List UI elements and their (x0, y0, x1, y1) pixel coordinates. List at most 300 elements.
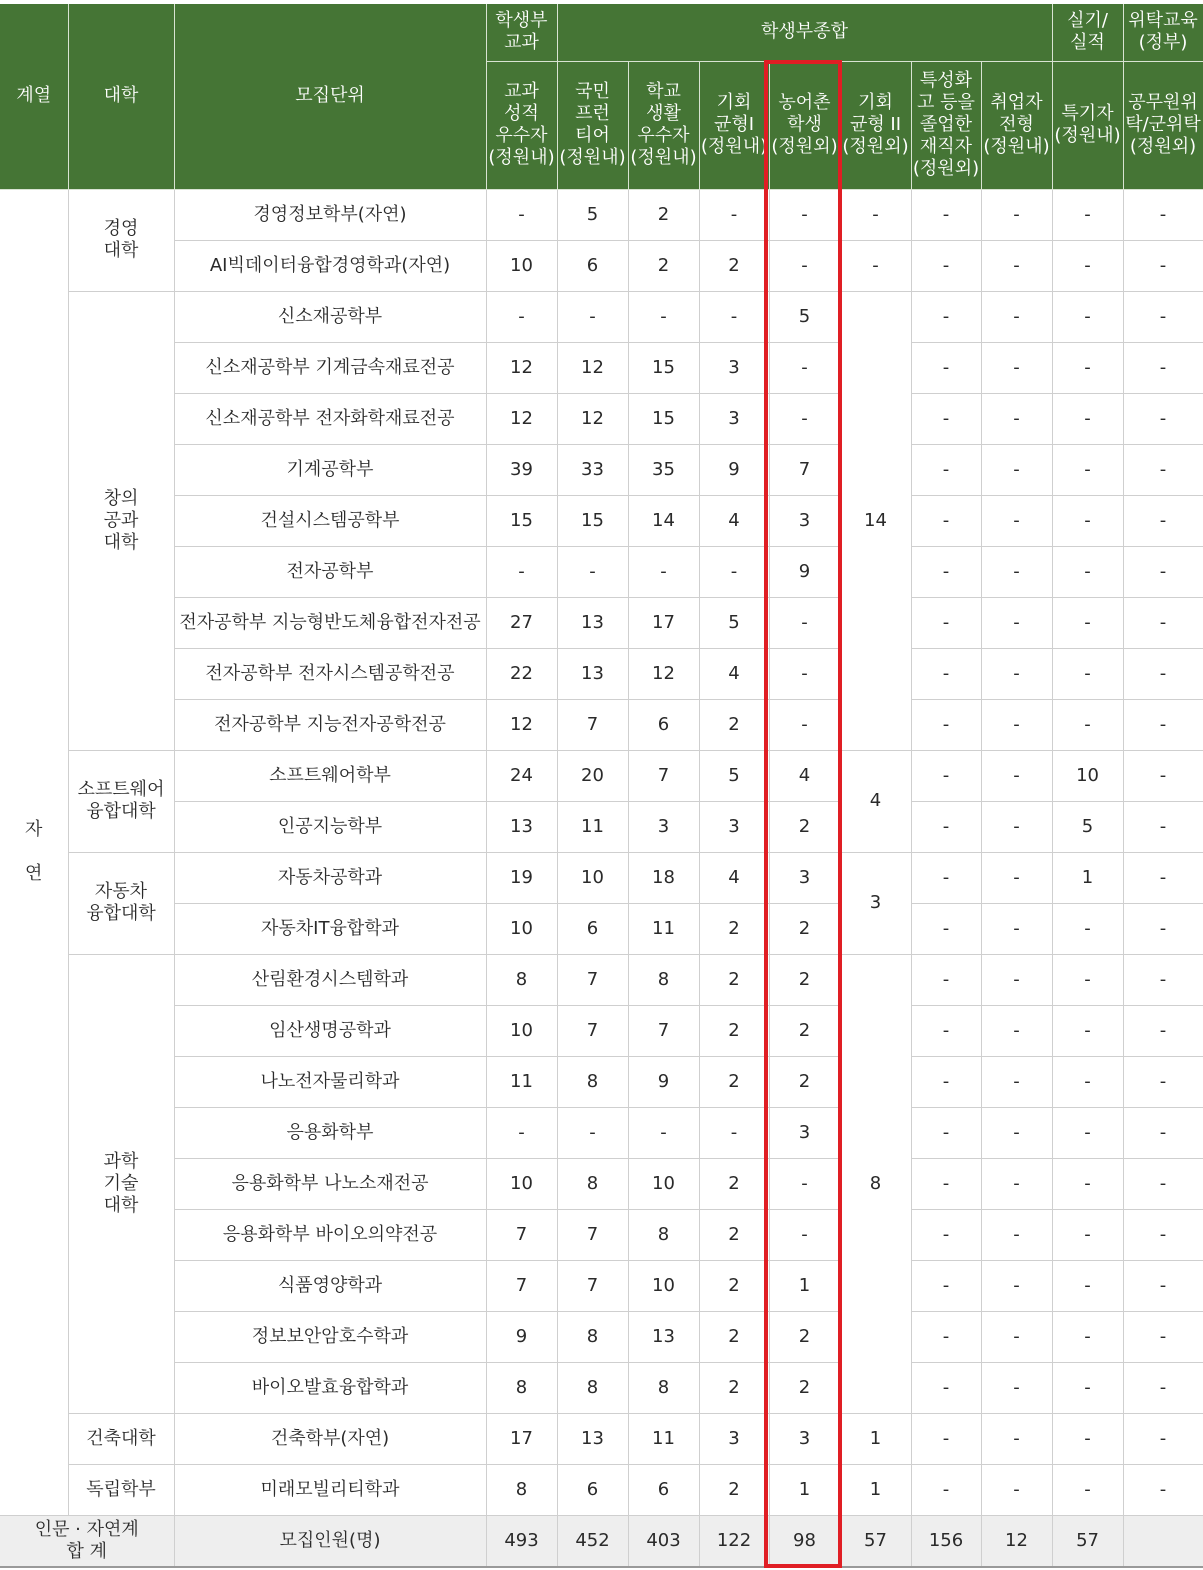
value-cell: - (1123, 1107, 1203, 1158)
value-cell: 8 (557, 1158, 628, 1209)
merged-value-cell: 8 (840, 954, 911, 1413)
college-cell: 창의 공과 대학 (68, 291, 174, 750)
value-cell: - (981, 1209, 1052, 1260)
value-cell: 18 (628, 852, 699, 903)
value-cell: - (911, 1056, 981, 1107)
unit-name-cell: 기계공학부 (174, 444, 486, 495)
value-cell: - (911, 699, 981, 750)
value-cell: - (1123, 801, 1203, 852)
value-cell: - (911, 1464, 981, 1515)
table-row (0, 291, 1203, 342)
header-sub-specialized-workers: 특성화 고 등을 졸업한 재직자 (정원외) (911, 61, 981, 189)
value-cell: - (981, 546, 1052, 597)
header-group-witak: 위탁교육 (정부) (1123, 4, 1203, 61)
value-cell: - (981, 444, 1052, 495)
value-cell: - (557, 546, 628, 597)
series-cell: 자 연 (0, 189, 68, 1515)
value-cell: - (486, 189, 557, 240)
table-body (0, 189, 1203, 1567)
value-cell: 5 (1052, 801, 1123, 852)
value-cell: 9 (628, 1056, 699, 1107)
value-cell: - (911, 1005, 981, 1056)
table-row (0, 1005, 1203, 1056)
value-cell: - (1123, 1005, 1203, 1056)
value-cell: 4 (699, 648, 769, 699)
college-cell: 과학 기술 대학 (68, 954, 174, 1413)
value-cell: - (769, 189, 840, 240)
value-cell: 6 (557, 240, 628, 291)
table-row (0, 1464, 1203, 1515)
college-cell: 독립학부 (68, 1464, 174, 1515)
value-cell: 11 (486, 1056, 557, 1107)
total-value-cell: 57 (1052, 1515, 1123, 1567)
total-value-cell: 122 (699, 1515, 769, 1567)
value-cell: 13 (557, 597, 628, 648)
value-cell: 19 (486, 852, 557, 903)
value-cell: - (769, 648, 840, 699)
value-cell: - (1123, 291, 1203, 342)
value-cell: 20 (557, 750, 628, 801)
value-cell: - (1123, 240, 1203, 291)
value-cell: 2 (699, 1005, 769, 1056)
value-cell: - (1052, 1158, 1123, 1209)
value-cell: - (1123, 1464, 1203, 1515)
value-cell: - (1123, 393, 1203, 444)
value-cell: - (1123, 1413, 1203, 1464)
value-cell: 2 (699, 903, 769, 954)
table-row (0, 648, 1203, 699)
value-cell: 2 (699, 1464, 769, 1515)
value-cell: - (1123, 495, 1203, 546)
value-cell: - (911, 801, 981, 852)
value-cell: 1 (769, 1260, 840, 1311)
value-cell: 2 (628, 189, 699, 240)
value-cell: - (1052, 597, 1123, 648)
value-cell: - (1123, 1056, 1203, 1107)
value-cell: - (911, 954, 981, 1005)
value-cell: - (981, 1158, 1052, 1209)
value-cell: - (981, 801, 1052, 852)
unit-name-cell: 미래모빌리티학과 (174, 1464, 486, 1515)
value-cell: - (486, 1107, 557, 1158)
value-cell: 12 (486, 393, 557, 444)
value-cell: 2 (769, 1362, 840, 1413)
value-cell: - (769, 597, 840, 648)
value-cell: 10 (486, 903, 557, 954)
value-cell: 8 (628, 1362, 699, 1413)
value-cell: - (769, 240, 840, 291)
total-value-cell: 452 (557, 1515, 628, 1567)
value-cell: - (628, 1107, 699, 1158)
value-cell: - (981, 699, 1052, 750)
value-cell: - (981, 954, 1052, 1005)
unit-name-cell: 식품영양학과 (174, 1260, 486, 1311)
value-cell: - (769, 342, 840, 393)
value-cell: 8 (486, 1464, 557, 1515)
value-cell: - (1123, 648, 1203, 699)
value-cell: - (981, 1311, 1052, 1362)
value-cell: 3 (769, 495, 840, 546)
value-cell: 12 (557, 393, 628, 444)
value-cell: - (911, 1158, 981, 1209)
value-cell: 2 (769, 801, 840, 852)
value-cell: 2 (699, 699, 769, 750)
value-cell: 2 (699, 1209, 769, 1260)
unit-name-cell: 전자공학부 (174, 546, 486, 597)
header-unit: 모집단위 (174, 4, 486, 189)
value-cell: - (981, 750, 1052, 801)
value-cell: 39 (486, 444, 557, 495)
value-cell: - (1123, 852, 1203, 903)
header-sub-employed: 취업자 전형 (정원내) (981, 61, 1052, 189)
value-cell: - (1052, 291, 1123, 342)
table-row (0, 852, 1203, 903)
unit-name-cell: 응용화학부 바이오의약전공 (174, 1209, 486, 1260)
header-sub-school-life: 학교 생활 우수자 (정원내) (628, 61, 699, 189)
value-cell: 6 (557, 1464, 628, 1515)
value-cell: 1 (1052, 852, 1123, 903)
value-cell: - (981, 1362, 1052, 1413)
value-cell: 2 (769, 1311, 840, 1362)
value-cell: - (911, 189, 981, 240)
header-college: 대학 (68, 4, 174, 189)
value-cell: 10 (486, 1005, 557, 1056)
unit-name-cell: 산림환경시스템학과 (174, 954, 486, 1005)
value-cell: - (1123, 597, 1203, 648)
college-cell: 건축대학 (68, 1413, 174, 1464)
value-cell: - (699, 1107, 769, 1158)
value-cell: 12 (628, 648, 699, 699)
table-row (0, 903, 1203, 954)
header-group-jonghap: 학생부종합 (557, 4, 1052, 61)
value-cell: - (1123, 903, 1203, 954)
total-row (0, 1515, 1203, 1567)
value-cell: - (911, 546, 981, 597)
value-cell: 15 (628, 393, 699, 444)
value-cell: 7 (557, 1005, 628, 1056)
college-cell: 소프트웨어 융합대학 (68, 750, 174, 852)
value-cell: - (981, 1005, 1052, 1056)
value-cell: - (628, 546, 699, 597)
value-cell: 17 (486, 1413, 557, 1464)
value-cell: - (911, 342, 981, 393)
header-sub-kookmin-frontier: 국민 프런 티어 (정원내) (557, 61, 628, 189)
table-row (0, 1413, 1203, 1464)
value-cell: - (1123, 1158, 1203, 1209)
value-cell: - (981, 1056, 1052, 1107)
merged-value-cell: 14 (840, 291, 911, 750)
value-cell: - (1123, 1209, 1203, 1260)
value-cell: 2 (699, 1362, 769, 1413)
unit-name-cell: 경영정보학부(자연) (174, 189, 486, 240)
value-cell: - (486, 546, 557, 597)
value-cell: 9 (699, 444, 769, 495)
value-cell: - (1123, 342, 1203, 393)
value-cell: 2 (628, 240, 699, 291)
header-sub-opportunity-2: 기회 균형 II (정원외) (840, 61, 911, 189)
value-cell: - (1052, 1464, 1123, 1515)
value-cell: 8 (628, 1209, 699, 1260)
value-cell: - (1123, 189, 1203, 240)
college-cell: 자동차 융합대학 (68, 852, 174, 954)
value-cell: 8 (486, 954, 557, 1005)
unit-name-cell: 건축학부(자연) (174, 1413, 486, 1464)
value-cell: - (1052, 444, 1123, 495)
value-cell: 5 (557, 189, 628, 240)
value-cell: - (1052, 495, 1123, 546)
value-cell: - (557, 291, 628, 342)
value-cell: - (486, 291, 557, 342)
value-cell: 7 (557, 954, 628, 1005)
value-cell: - (981, 1464, 1052, 1515)
value-cell: 7 (557, 1209, 628, 1260)
table-row (0, 240, 1203, 291)
value-cell: - (911, 1362, 981, 1413)
total-unit-cell: 모집인원(명) (174, 1515, 486, 1567)
value-cell: 4 (769, 750, 840, 801)
value-cell: - (911, 495, 981, 546)
value-cell: - (981, 342, 1052, 393)
value-cell: 15 (628, 342, 699, 393)
value-cell: - (1052, 189, 1123, 240)
value-cell: - (1052, 240, 1123, 291)
value-cell: 1 (840, 1464, 911, 1515)
value-cell: 5 (699, 750, 769, 801)
value-cell: - (1052, 648, 1123, 699)
value-cell: 17 (628, 597, 699, 648)
value-cell: 2 (699, 954, 769, 1005)
value-cell: - (1123, 699, 1203, 750)
table-row (0, 954, 1203, 1005)
table-row (0, 801, 1203, 852)
value-cell: 3 (699, 801, 769, 852)
table-row (0, 393, 1203, 444)
value-cell: - (699, 291, 769, 342)
value-cell: - (1052, 1260, 1123, 1311)
unit-name-cell: 인공지능학부 (174, 801, 486, 852)
value-cell: 1 (769, 1464, 840, 1515)
header-sub-talent: 특기자 (정원내) (1052, 61, 1123, 189)
value-cell: 6 (628, 1464, 699, 1515)
total-value-cell: 57 (840, 1515, 911, 1567)
value-cell: 7 (557, 1260, 628, 1311)
value-cell: - (911, 1107, 981, 1158)
value-cell: 2 (769, 1056, 840, 1107)
value-cell: - (1052, 1413, 1123, 1464)
value-cell: 2 (699, 1311, 769, 1362)
value-cell: 15 (557, 495, 628, 546)
value-cell: 2 (769, 1005, 840, 1056)
unit-name-cell: 정보보안암호수학과 (174, 1311, 486, 1362)
value-cell: - (769, 393, 840, 444)
value-cell: - (1123, 750, 1203, 801)
header-series: 계열 (0, 4, 68, 189)
value-cell: 11 (628, 1413, 699, 1464)
table-row (0, 546, 1203, 597)
value-cell: 6 (557, 903, 628, 954)
value-cell: - (1123, 1362, 1203, 1413)
value-cell: - (981, 189, 1052, 240)
value-cell: - (911, 1311, 981, 1362)
table-row (0, 750, 1203, 801)
table-row (0, 699, 1203, 750)
value-cell: - (911, 1413, 981, 1464)
total-value-cell: 98 (769, 1515, 840, 1567)
value-cell: 3 (769, 852, 840, 903)
value-cell: - (1052, 1005, 1123, 1056)
value-cell: 8 (628, 954, 699, 1005)
value-cell: 12 (557, 342, 628, 393)
value-cell: - (699, 546, 769, 597)
unit-name-cell: 신소재공학부 (174, 291, 486, 342)
value-cell: - (1052, 903, 1123, 954)
header-sub-entrusted: 공무원위 탁/군위탁 (정원외) (1123, 61, 1203, 189)
value-cell: - (699, 189, 769, 240)
value-cell: 10 (557, 852, 628, 903)
unit-name-cell: 자동차공학과 (174, 852, 486, 903)
value-cell: - (981, 903, 1052, 954)
unit-name-cell: 전자공학부 지능형반도체융합전자전공 (174, 597, 486, 648)
value-cell: 2 (769, 903, 840, 954)
unit-name-cell: 바이오발효융합학과 (174, 1362, 486, 1413)
unit-name-cell: 전자공학부 지능전자공학전공 (174, 699, 486, 750)
value-cell: - (840, 189, 911, 240)
value-cell: 12 (486, 342, 557, 393)
value-cell: 4 (699, 852, 769, 903)
value-cell: - (840, 240, 911, 291)
unit-name-cell: 나노전자물리학과 (174, 1056, 486, 1107)
value-cell: 8 (557, 1056, 628, 1107)
value-cell: 7 (557, 699, 628, 750)
header-sub-rural-students: 농어촌 학생 (정원외) (769, 61, 840, 189)
value-cell: 13 (557, 1413, 628, 1464)
value-cell: 14 (628, 495, 699, 546)
value-cell: 9 (486, 1311, 557, 1362)
value-cell: 8 (486, 1362, 557, 1413)
unit-name-cell: 응용화학부 나노소재전공 (174, 1158, 486, 1209)
value-cell: - (911, 1209, 981, 1260)
table-row (0, 1056, 1203, 1107)
value-cell: - (911, 240, 981, 291)
value-cell: 7 (628, 750, 699, 801)
value-cell: 24 (486, 750, 557, 801)
value-cell: 3 (699, 393, 769, 444)
unit-name-cell: 응용화학부 (174, 1107, 486, 1158)
value-cell: 2 (699, 240, 769, 291)
value-cell: 4 (699, 495, 769, 546)
value-cell: 6 (628, 699, 699, 750)
value-cell: - (1052, 954, 1123, 1005)
total-value-cell: 493 (486, 1515, 557, 1567)
value-cell: - (1052, 1056, 1123, 1107)
value-cell: 33 (557, 444, 628, 495)
value-cell: 3 (769, 1107, 840, 1158)
table-row (0, 444, 1203, 495)
value-cell: 35 (628, 444, 699, 495)
total-value-cell: 403 (628, 1515, 699, 1567)
table-row (0, 1158, 1203, 1209)
value-cell: - (1052, 546, 1123, 597)
value-cell: - (911, 291, 981, 342)
total-value-cell: 156 (911, 1515, 981, 1567)
total-label-cell: 인문 · 자연계 합 계 (0, 1515, 174, 1567)
table-row (0, 1311, 1203, 1362)
total-value-cell (1123, 1515, 1203, 1567)
header-group-gyogwa: 학생부 교과 (486, 4, 557, 61)
table-row (0, 597, 1203, 648)
value-cell: 13 (628, 1311, 699, 1362)
value-cell: 10 (1052, 750, 1123, 801)
value-cell: 2 (699, 1260, 769, 1311)
value-cell: - (628, 291, 699, 342)
value-cell: 27 (486, 597, 557, 648)
value-cell: - (981, 1413, 1052, 1464)
value-cell: 13 (486, 801, 557, 852)
value-cell: 22 (486, 648, 557, 699)
value-cell: - (557, 1107, 628, 1158)
value-cell: - (911, 597, 981, 648)
value-cell: 15 (486, 495, 557, 546)
value-cell: - (1052, 393, 1123, 444)
value-cell: 7 (486, 1209, 557, 1260)
value-cell: 3 (769, 1413, 840, 1464)
value-cell: - (981, 597, 1052, 648)
header-sub-opportunity-1: 기회 균형I (정원내) (699, 61, 769, 189)
value-cell: 2 (699, 1056, 769, 1107)
value-cell: 13 (557, 648, 628, 699)
admission-quota-table (0, 4, 1203, 1568)
merged-value-cell: 4 (840, 750, 911, 852)
value-cell: 3 (699, 1413, 769, 1464)
table-row (0, 1209, 1203, 1260)
value-cell: - (911, 648, 981, 699)
value-cell: 7 (769, 444, 840, 495)
value-cell: - (1052, 342, 1123, 393)
value-cell: - (1123, 546, 1203, 597)
value-cell: - (769, 1209, 840, 1260)
value-cell: - (981, 240, 1052, 291)
value-cell: 3 (628, 801, 699, 852)
value-cell: - (1052, 1362, 1123, 1413)
table-row (0, 1362, 1203, 1413)
value-cell: - (911, 444, 981, 495)
value-cell: 8 (557, 1311, 628, 1362)
value-cell: - (981, 393, 1052, 444)
value-cell: 7 (628, 1005, 699, 1056)
value-cell: 5 (769, 291, 840, 342)
value-cell: - (1123, 954, 1203, 1005)
value-cell: - (981, 495, 1052, 546)
table-row (0, 1107, 1203, 1158)
value-cell: 2 (699, 1158, 769, 1209)
value-cell: - (981, 291, 1052, 342)
unit-name-cell: AI빅데이터융합경영학과(자연) (174, 240, 486, 291)
value-cell: - (981, 852, 1052, 903)
value-cell: 2 (769, 954, 840, 1005)
value-cell: 10 (486, 1158, 557, 1209)
header-group-silgi: 실기/ 실적 (1052, 4, 1123, 61)
value-cell: 10 (628, 1260, 699, 1311)
unit-name-cell: 소프트웨어학부 (174, 750, 486, 801)
table-row (0, 189, 1203, 240)
value-cell: 12 (486, 699, 557, 750)
value-cell: - (981, 648, 1052, 699)
value-cell: 11 (557, 801, 628, 852)
value-cell: 8 (557, 1362, 628, 1413)
value-cell: 7 (486, 1260, 557, 1311)
table-row (0, 495, 1203, 546)
value-cell: 9 (769, 546, 840, 597)
